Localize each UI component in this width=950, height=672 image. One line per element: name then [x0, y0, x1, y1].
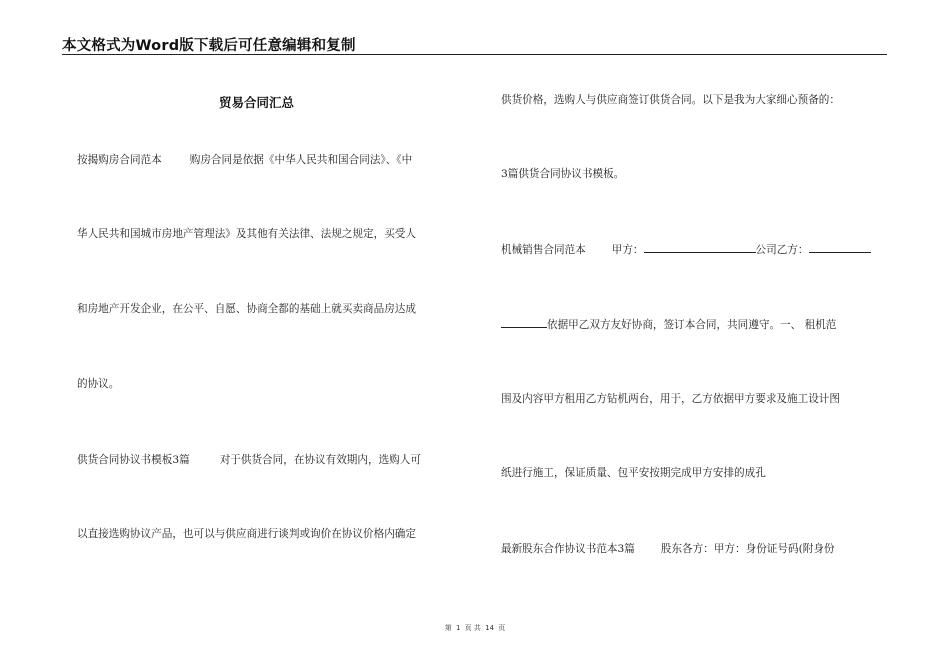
footer-text: 第: [444, 624, 452, 632]
blank-underline: [501, 317, 547, 328]
text-segment: 对于供货合同，在协议有效期内，选购人可: [219, 454, 421, 466]
text-line: [77, 453, 421, 467]
text-segment: 供货合同协议书模板3篇: [77, 454, 190, 466]
page-number-footer: [0, 623, 950, 633]
text-line: [77, 153, 412, 167]
document-title: 贸易合同汇总: [219, 95, 295, 110]
text-segment: 依据甲乙双方友好协商，签订本合同，共同遵守。一、 租机范: [547, 319, 837, 331]
text-segment: 公司乙方：: [755, 244, 809, 256]
text-line: 供货价格，选购人与供应商签订供货合同。以下是我为大家细心预备的：: [501, 94, 840, 106]
text-line: 以直接选购协议产品，也可以与供应商进行谈判或询价在协议价格内确定: [77, 528, 416, 540]
text-line: 纸进行施工，保证质量、包平安按期完成甲方安排的成孔: [501, 467, 766, 479]
total-page-count: 14: [485, 624, 495, 632]
header-banner: [62, 32, 887, 55]
header-banner-text: 本文格式为Word版下载后可任意编辑和复制: [62, 38, 356, 54]
text-line: [501, 242, 871, 257]
text-segment: 最新股东合作协议书范本3篇: [501, 543, 635, 555]
text-line: 围及内容甲方租用乙方钻机两台，用于，乙方依据甲方要求及施工设计图: [501, 393, 840, 405]
text-segment: 甲方：: [611, 244, 644, 256]
text-line: 3篇供货合同协议书模板。: [501, 168, 625, 180]
current-page-number: 1: [455, 624, 461, 632]
text-line: 和房地产开发企业，在公平、自愿、协商全都的基础上就买卖商品房达成: [77, 303, 416, 315]
text-segment: 机械销售合同范本: [501, 244, 586, 256]
text-segment: 股东各方：甲方：身份证号码(附身份: [660, 543, 835, 555]
text-line: 的协议。: [77, 378, 120, 390]
text-line: [501, 317, 836, 332]
text-line: [501, 542, 835, 556]
text-line: 华人民共和国城市房地产管理法》及其他有关法律、法规之规定，买受人: [77, 228, 416, 240]
text-segment: 购房合同是依据《中华人民共和国合同法》、《中: [189, 154, 413, 166]
blank-underline: [644, 242, 756, 253]
blank-underline: [809, 242, 871, 253]
footer-text: 页 共: [464, 624, 481, 632]
footer-text: 页: [498, 624, 506, 632]
text-segment: 按揭购房合同范本: [77, 154, 162, 166]
